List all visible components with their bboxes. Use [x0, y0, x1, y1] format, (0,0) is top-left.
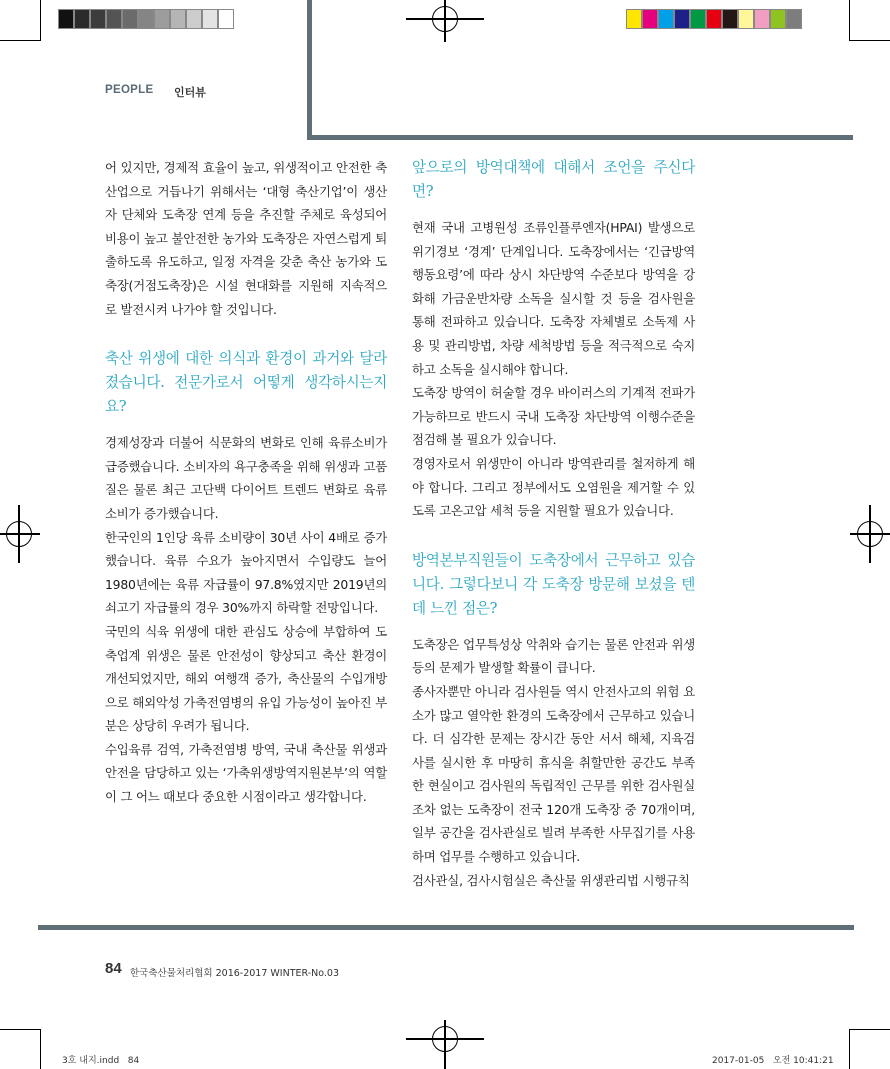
crop-mark: [849, 1029, 850, 1069]
slug-timestamp: 2017-01-05 오전 10:41:21: [712, 1056, 834, 1066]
crop-mark: [849, 1029, 890, 1030]
header-rule-vertical: [307, 0, 312, 140]
crop-mark: [40, 1029, 41, 1069]
grayscale-color-bar: [58, 9, 234, 29]
crop-mark: [849, 0, 850, 40]
color-swatch: [770, 9, 786, 29]
color-swatch: [738, 9, 754, 29]
interview-question: 방역본부직원들이 도축장에서 근무하고 있습니다. 그렇다보니 각 도축장 방문해 보셨을 텐데 느낀 점은?: [412, 551, 695, 617]
answer-paragraph: 국민의 식육 위생에 대한 관심도 상승에 부합하여 도축업계 위생은 물론 안전성이 향상되고 축산 환경이 개선되었지만, 해외 여행객 증가, 축산물의 수입개방으로 해외악성 가축전염병의 유입 가능성이 높아진 부분은 상당히 우려가 됩니다.: [105, 623, 387, 734]
interview-question: 축산 위생에 대한 의식과 환경이 과거와 달라졌습니다. 전문가로서 어떻게 생각하시는지요?: [105, 350, 387, 416]
slug-file: 3호 내지.indd 84: [62, 1056, 140, 1066]
color-swatch: [674, 9, 690, 29]
answer-paragraph: 도축장 방역이 허술할 경우 바이러스의 기계적 전파가 가능하므로 반드시 국내 도축장 차단방역 이행수준을 점검해 볼 필요가 있습니다.: [412, 385, 695, 448]
answer-paragraph: 한국인의 1인당 육류 소비량이 30년 사이 4배로 증가했습니다. 육류 수요가 높아지면서 수입량도 늘어 1980년에는 육류 자급률이 97.8%였지만 2019년의 쇠고기 자급률의 경우 30%까지 하락할 전망입니다.: [105, 529, 387, 616]
left-column: [105, 156, 387, 809]
color-swatch: [202, 9, 218, 29]
header-rule-horizontal: [307, 135, 853, 140]
answer-paragraph: 수입육류 검역, 가축전염병 방역, 국내 축산물 위생과 안전을 담당하고 있는 ‘가축위생방역지원본부’의 역할이 그 어느 때보다 중요한 시점이라고 생각합니다.: [105, 741, 387, 805]
color-swatch: [74, 9, 90, 29]
color-swatch: [170, 9, 186, 29]
answer-paragraph: 검사관실, 검사시험실은 축산물 위생관리법 시행규칙: [412, 872, 690, 888]
color-swatch: [218, 9, 234, 29]
color-swatch: [658, 9, 674, 29]
subsection-label: 인터뷰: [174, 86, 206, 99]
answer-paragraph: 경제성장과 더불어 식문화의 변화로 인해 육류소비가 급증했습니다. 소비자의 욕구충족을 위해 위생과 고품질은 물론 최근 고단백 다이어트 트렌드 변화로 육류소비가 증가했습니다.: [105, 435, 387, 521]
color-swatch: [106, 9, 122, 29]
crop-mark: [0, 40, 41, 41]
answer-paragraph: 종사자뿐만 아니라 검사원들 역시 안전사고의 위험 요소가 많고 열악한 환경의 도축장에서 근무하고 있습니다. 더 심각한 문제는 장시간 동안 서서 해체, 지육검사를 실시한 후 마땅히 휴식을 취할만한 공간도 부족한 현실이고 검사원의 독립적인 근무를 위한 검사원실조차 없는 도축장이 전국 120개 도축장 중 70개이며, 일부 공간을 검사관실로 빌려 부족한 사무집기를 사용하며 업무를 수행하고 있습니다.: [412, 683, 695, 865]
color-swatch: [626, 9, 642, 29]
crop-mark: [40, 0, 41, 40]
color-swatch: [706, 9, 722, 29]
color-swatch: [690, 9, 706, 29]
color-swatch: [58, 9, 74, 29]
color-swatch: [90, 9, 106, 29]
color-swatch: [754, 9, 770, 29]
crop-mark: [849, 40, 890, 41]
crop-mark: [0, 1029, 41, 1030]
color-swatch: [642, 9, 658, 29]
process-color-bar: [626, 9, 802, 29]
color-swatch: [154, 9, 170, 29]
answer-paragraph: 현재 국내 고병원성 조류인플루엔자(HPAI) 발생으로 위기경보 ‘경계’ 단계입니다. 도축장에서는 ‘긴급방역 행동요령’에 따라 상시 차단방역 수준보다 방역을 강화해 가금운반차량 소독을 실시할 것 등을 검사원을 통해 전파하고 있습니다. 도축장 자체별로 소독제 사용 및 관리방법, 차량 세척방법 등을 적극적으로 숙지하고 소독을 실시해야 합니다.: [412, 220, 695, 377]
right-column: [412, 156, 695, 892]
footer-rule: [38, 925, 854, 930]
color-swatch: [122, 9, 138, 29]
publication-title: 한국축산물처리협회 2016-2017 WINTER-No.03: [130, 968, 340, 979]
color-swatch: [722, 9, 738, 29]
section-label: PEOPLE: [105, 84, 154, 96]
answer-paragraph: 도축장은 업무특성상 악취와 습기는 물론 안전과 위생 등의 문제가 발생할 확률이 큽니다.: [412, 636, 695, 676]
answer-paragraph: 어 있지만, 경제적 효율이 높고, 위생적이고 안전한 축산업으로 거듭나기 위해서는 ‘대형 축산기업’이 생산자 단체와 도축장 연계 등을 추진할 주체로 육성되어 비용이 높고 불안전한 농가와 도축장은 자연스럽게 퇴출하도록 유도하고, 일정 자격을 갖춘 축산 농가와 도축장(거점도축장)은 시설 현대화를 지원해 지속적으로 발전시켜 나가야 할 것입니다.: [105, 160, 387, 317]
page-number: 84: [105, 960, 122, 977]
interview-question: 앞으로의 방역대책에 대해서 조언을 주신다면?: [412, 159, 695, 200]
color-swatch: [786, 9, 802, 29]
color-swatch: [138, 9, 154, 29]
color-swatch: [186, 9, 202, 29]
answer-paragraph: 경영자로서 위생만이 아니라 방역관리를 철저하게 해야 합니다. 그리고 정부에서도 오염원을 제거할 수 있도록 고온고압 세척 등을 지원할 필요가 있습니다.: [412, 455, 695, 519]
